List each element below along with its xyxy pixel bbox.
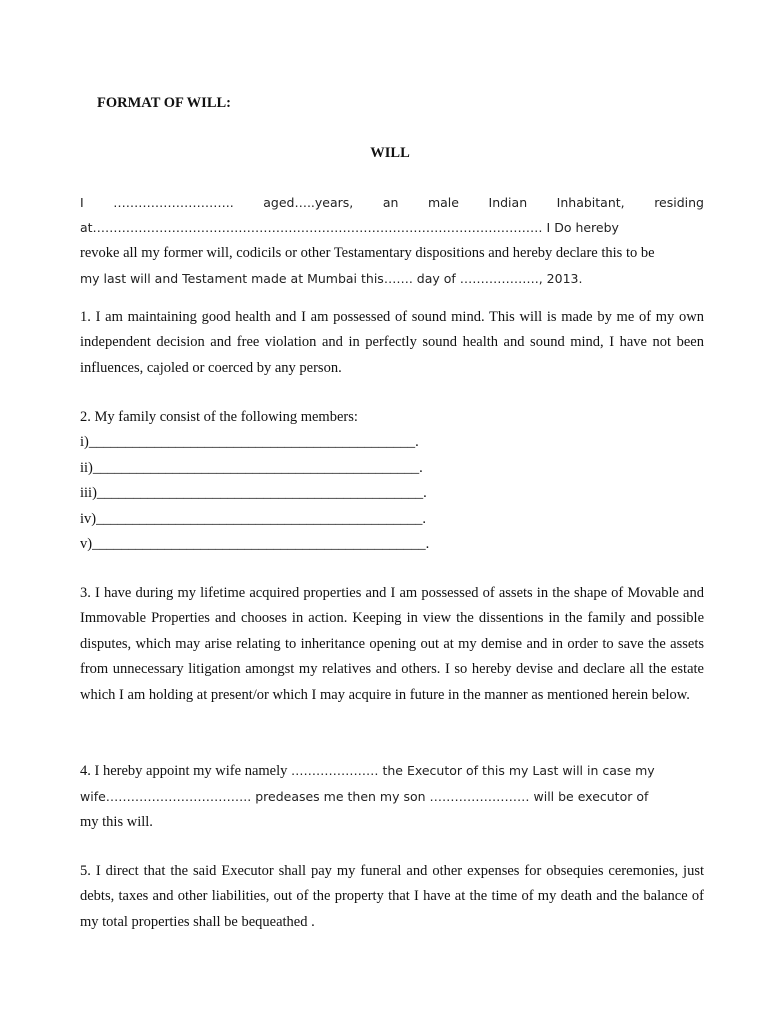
paragraph-4-line-1-end: ………………… the Executor of this my Last will in case my (291, 763, 655, 778)
intro-line-2: at……………………………………………………………………………………………… I Do hereby (80, 220, 619, 236)
family-member-line: v)______________________________________________. (80, 536, 430, 553)
paragraph-2 (80, 405, 704, 557)
intro-word: Inhabitant, (556, 195, 625, 210)
intro-word: I (80, 195, 84, 210)
paragraph-4-line-2: wife…………………………….. predeases me then my son …………………… will be executor of (80, 789, 649, 805)
intro-paragraph (80, 190, 704, 292)
paragraph-4-line-3: my this will. (80, 813, 153, 830)
intro-word: aged…..years, (263, 195, 354, 210)
intro-line-4: my last will and Testament made at Mumbai this……. day of ………………., 2013. (80, 271, 583, 287)
family-member-line: iv)_____________________________________________. (80, 510, 426, 527)
intro-word: ……………………….. (113, 195, 234, 210)
family-member-line: i)_____________________________________________. (80, 434, 419, 451)
paragraph-1: 1. I am maintaining good health and I am possessed of sound mind. This will is made by me of my own independent decision and free violation and in perfectly sound health and sound mind, I have not been influences, cajoled or coerced by any person. (80, 309, 704, 376)
paragraph-4-line-1-start: 4. I hereby appoint my wife namely (80, 763, 291, 779)
family-members-intro: 2. My family consist of the following members: (80, 409, 358, 425)
document-title: WILL (370, 145, 410, 161)
document-heading: FORMAT OF WILL: (97, 95, 231, 111)
paragraph-5: 5. I direct that the said Executor shall pay my funeral and other expenses for obsequies ceremonies, just debts, taxes and other liabilities, out of the property that I have at the time of my death and the balance of my total properties shall be bequeathed . (80, 863, 704, 930)
family-member-line: iii)_____________________________________________. (80, 485, 427, 502)
paragraph-4 (80, 758, 704, 835)
intro-word: an (382, 195, 399, 210)
intro-line-1 (80, 190, 704, 215)
intro-word: residing (654, 195, 704, 210)
family-member-line: ii)_____________________________________________. (80, 459, 423, 476)
paragraph-3: 3. I have during my lifetime acquired properties and I am possessed of assets in the shape of Movable and Immovable Properties and chooses in action. Keeping in view the dissentions in the family and possible disputes, which may arise relating to inheritance opening out at my demise and in order to save the assets from unnecessary litigation amongst my relatives and others. I so hereby devise and declare all the estate which I am holding at present/or which I may acquire in future in the manner as mentioned herein below. (80, 585, 704, 703)
paragraph-4-line-1 (80, 758, 704, 784)
intro-word: male (427, 195, 459, 210)
intro-line-3: revoke all my former will, codicils or other Testamentary dispositions and hereby declare this to be (80, 244, 655, 261)
intro-word: Indian (488, 195, 528, 210)
